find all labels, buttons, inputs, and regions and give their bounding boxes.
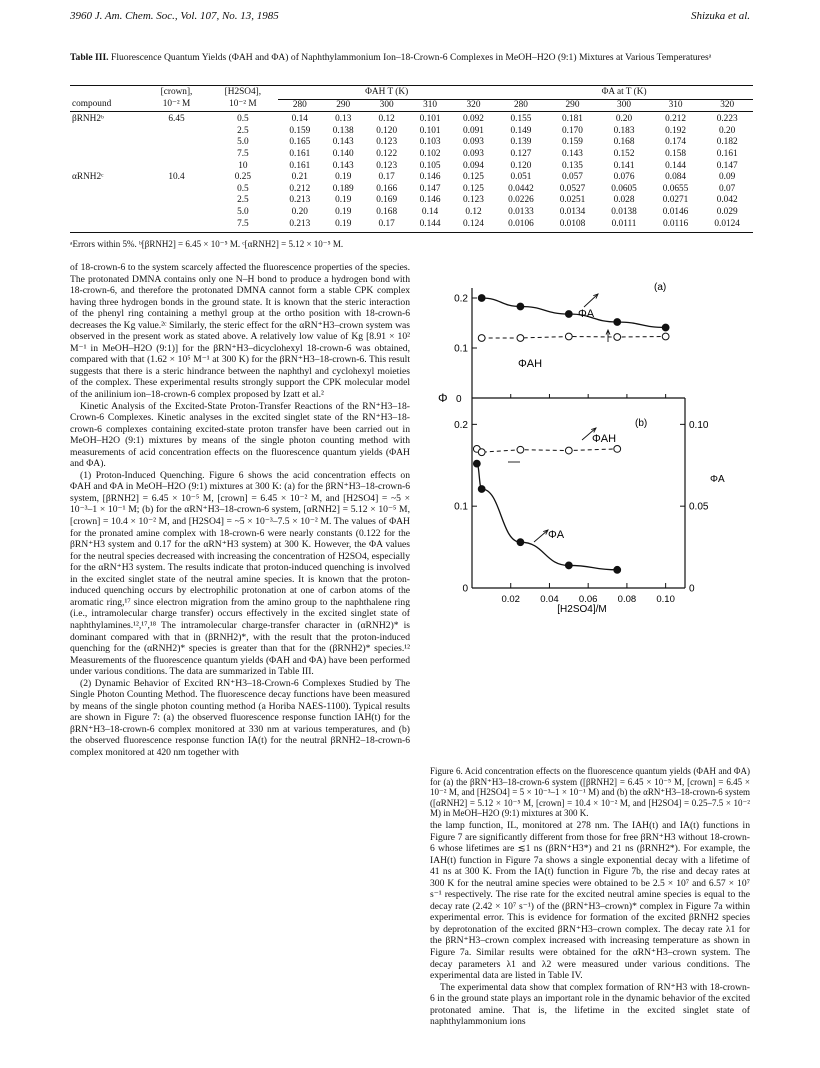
cell-crown (145, 184, 207, 196)
col-crown-b: 10⁻² M (145, 99, 207, 112)
cell-phiA: 0.0138 (611, 206, 637, 217)
cell-phiAH: 0.168 (376, 206, 398, 217)
col-temp: 280 (495, 99, 547, 112)
cell-phiAH: 0.161 (289, 160, 311, 171)
cell-phiA: 0.20 (719, 125, 736, 136)
cell-crown (145, 207, 207, 219)
table-row (70, 207, 753, 219)
col-acid-a: [H2SO4], (224, 87, 262, 97)
y-tick-label: 0.1 (454, 343, 468, 355)
cell-phiA: 0.0124 (701, 219, 753, 233)
cell-phiAH: 0.14 (291, 114, 308, 125)
series-line-phiA-a (482, 298, 666, 328)
cell-phiAH: 0.122 (376, 148, 398, 159)
table-row (70, 126, 753, 138)
col-group-phiA: ΦA at T (K) (495, 86, 753, 99)
cell-phiAH: 0.212 (289, 183, 311, 194)
col-group-phiAH: ΦAH T (K) (278, 86, 495, 99)
paragraph: the lamp function, IL, monitored at 278 nm. The IAH(t) and IA(t) functions in Figure 7 are significantly different from those for free βRN⁺H3 without 18-crown-6 whose lifetimes are ≲1 ns (βRN⁺H3*) and 21 ns (βRNH2*). For example, the IAH(t) function in Figure 7a shows a single exponential decay with a lifetime of 41 ns at 300 K. From the IA(t) function in Figure 7b, the rise and decay rates at 300 K for the neutral amine species were obtained to be 2.5 × 10⁷ and 6.57 × 10⁷ s⁻¹ respectively. The rise rate for the excited neutral amine species is equal to the decay rate (2.42 × 10⁷ s⁻¹) of the (βRN⁺H3–crown)* complex in Figure 7a within experimental error. This is evidence for formation of the excited βRNH2 species by deprotonation of the excited βRN⁺H3–crown complex. The decay rate λ1 for the βRN⁺H3–crown complex increased with increasing temperature as shown in Figure 7a. Similar results were obtained for the αRN⁺H3–crown system. The decay parameters λ1 and λ2 were measured under various conditions. The experimental data are listed in Table IV. (430, 820, 750, 982)
cell-compound (70, 207, 145, 219)
cell-phiA: 0.139 (510, 137, 532, 148)
cell-phiAH: 0.143 (332, 137, 354, 148)
paragraph-kinetic-analysis: Kinetic Analysis of the Excited-State Proton-Transfer Reactions of the RN⁺H3–18-Crown-6 Complexes. Kinetic analyses in the excited singlet state of the RN⁺H3–18-crown-6 complexes containing excited-state proton transfer have been carried out in MeOH–H2O (9:1) mixtures by means of the single photon counting method with measurements of acid concentration effects on the fluorescence quantum yields (ΦAH and ΦA). (70, 400, 410, 470)
cell-phiAH: 0.21 (291, 172, 308, 183)
cell-phiA: 0.07 (719, 183, 736, 194)
panel-a-label: (a) (654, 282, 667, 293)
series-label-phiA-b: ΦA (548, 529, 565, 541)
cell-phiA: 0.181 (562, 114, 583, 125)
cell-phiAH: 0.102 (419, 148, 441, 159)
data-point (517, 539, 524, 546)
cell-phiA: 0.0226 (508, 195, 534, 206)
tick-layer (454, 294, 709, 606)
col-compound: compound (70, 99, 145, 112)
data-point (614, 319, 621, 326)
cell-phiAH: 0.092 (463, 114, 484, 125)
cell-phiAH: 0.159 (289, 125, 311, 136)
right-text-column (430, 820, 750, 1028)
phi-axis-label: Φ (438, 391, 448, 405)
cell-phiAH: 0.125 (463, 183, 484, 194)
cell-phiAH: 0.189 (332, 183, 354, 194)
cell-phiAH: 0.105 (419, 160, 441, 171)
data-point (662, 333, 669, 340)
x-tick-label: 0.08 (617, 594, 637, 605)
series-line-phiAH-a (482, 337, 666, 339)
cell-phiA: 0.141 (613, 160, 635, 171)
cell-phiAH: 0.165 (289, 137, 311, 148)
cell-phiAH: 0.123 (463, 195, 484, 206)
cell-phiA: 0.0271 (662, 195, 689, 206)
y2-tick-label: 0 (689, 583, 695, 595)
data-point (517, 446, 524, 453)
series-line-phiAH-b (477, 449, 617, 452)
cell-phiA: 0.144 (665, 160, 687, 171)
pointer-arrow (584, 294, 598, 307)
cell-phiAH: 0.101 (419, 114, 441, 125)
cell-phiA: 0.051 (510, 172, 532, 183)
table-header-row-2 (70, 99, 753, 112)
panel-b-label: (b) (635, 418, 648, 429)
data-point (565, 562, 572, 569)
quantum-yield-table (70, 86, 753, 233)
left-text-column (70, 262, 410, 759)
cell-phiAH: 0.101 (419, 125, 441, 136)
cell-compound: βRNH2ᵇ (72, 114, 104, 125)
paragraph: of 18-crown-6 to the system scarcely affected the fluorescence properties of the species. The protonated DMNA contains only one N–H bond to produce a hydrogen bond with 18-crown-6, and therefore the protonated DMNA cannot form a stable CPK complex having three hydrogen bonds in the ground state. It is known that the steric interaction of the phenyl ring containing a methyl group at the ortho position with 18-crown-6 decreases the Kg value.²ᶜ Similarly, the steric effect for the αRN⁺H3–crown system was observed in the present work as stated above. A relatively low value of Kg [8.91 × 10² M⁻¹ in MeOH–H2O (9:1)] for the βRN⁺H3–dicyclohexyl 18-crown-6 was obtained, compared with that (1.62 × 10⁵ M⁻¹ at 300 K) for the βRN⁺H3–18-crown-6. This result suggests that there is a steric hindrance between the naphthyl and cyclohexyl moieties of the complex. These experimental results strongly support the CPK molecular model of the anilinium ion–18-crown-6 complex proposed by Izatt et al.² (70, 262, 410, 401)
y-tick-label: 0.2 (454, 293, 468, 305)
cell-phiAH: 0.20 (291, 206, 308, 217)
cell-phiA: 0.0442 (508, 183, 534, 194)
col-temp: 320 (452, 99, 495, 112)
col-temp: 280 (278, 99, 321, 112)
figure-6-plot (432, 270, 750, 615)
cell-crown (145, 137, 207, 149)
table-row (70, 161, 753, 173)
cell-phiA: 0.0134 (559, 206, 586, 217)
col-acid-b: 10⁻² M (208, 99, 278, 112)
x-tick-label: 0.06 (578, 594, 598, 605)
cell-phiA: 0.155 (510, 114, 532, 125)
cell-phiA: 0.057 (562, 172, 583, 183)
y2-tick-label: 0.05 (689, 501, 709, 513)
author-running-head: Shizuka et al. (691, 10, 750, 22)
cell-compound (70, 126, 145, 138)
cell-phiA: 0.0108 (547, 219, 599, 233)
data-point (473, 460, 480, 467)
cell-compound (70, 195, 145, 207)
cell-phiAH: 0.144 (408, 219, 451, 233)
cell-phiA: 0.223 (716, 114, 738, 125)
data-point (478, 295, 485, 302)
cell-phiAH: 0.124 (452, 219, 495, 233)
data-point (565, 447, 572, 454)
col-temp: 290 (322, 99, 365, 112)
cell-phiA: 0.0655 (662, 183, 689, 194)
cell-acid: 0.5 (237, 114, 249, 125)
table-row (70, 172, 753, 184)
cell-phiAH: 0.19 (335, 172, 352, 183)
cell-phiA: 0.212 (665, 114, 687, 125)
cell-phiAH: 0.161 (289, 148, 311, 159)
data-point (565, 311, 572, 318)
data-point (517, 303, 524, 310)
cell-phiAH: 0.123 (376, 160, 398, 171)
cell-phiA: 0.0116 (650, 219, 702, 233)
cell-phiAH: 0.143 (332, 160, 354, 171)
right-axis-label: ΦA (710, 474, 725, 485)
data-point (517, 335, 524, 342)
cell-phiA: 0.09 (719, 172, 736, 183)
running-header (70, 10, 750, 28)
cell-phiAH: 0.094 (463, 160, 484, 171)
cell-compound: αRNH2ᶜ (72, 172, 104, 183)
cell-phiA: 0.182 (716, 137, 738, 148)
cell-phiA: 0.161 (716, 148, 738, 159)
cell-phiAH: 0.14 (421, 206, 439, 217)
cell-phiA: 0.147 (716, 160, 738, 171)
cell-phiA: 0.158 (665, 148, 687, 159)
y-tick-label: 0.2 (454, 419, 468, 431)
cell-crown (145, 219, 207, 233)
cell-phiA: 0.174 (665, 137, 687, 148)
cell-phiAH: 0.103 (419, 137, 441, 148)
col-temp: 320 (701, 99, 753, 112)
cell-phiAH: 0.140 (332, 148, 354, 159)
zero-tick-a: 0 (456, 394, 462, 405)
cell-phiAH: 0.19 (335, 206, 352, 217)
data-point (478, 449, 485, 456)
cell-phiA: 0.0251 (559, 195, 586, 206)
cell-phiAH: 0.166 (376, 183, 398, 194)
data-point (614, 446, 621, 453)
data-point (478, 486, 485, 493)
cell-phiA: 0.183 (613, 125, 635, 136)
figure-caption: Figure 6. Acid concentration effects on the fluorescence quantum yields (ΦAH and ΦA) for (a) the βRN⁺H3–18-crown-6 system ([βRNH2] = 6.45 × 10⁻⁵ M, [crown] = 6.45 × 10⁻² M, and [H2SO4] = 5 × 10⁻³–1 × 10⁻¹ M) and (b) the αRN⁺H3–18-crown-6 system ([αRNH2] = 5.12 × 10⁻⁵ M, [crown] = 10.4 × 10⁻² M, and [H2SO4] = 0.25–7.5 × 10⁻² M) in MeOH–H2O (9:1) mixtures at 300 K. (430, 766, 750, 819)
col-temp: 310 (650, 99, 702, 112)
table-caption (70, 52, 750, 64)
cell-phiA: 0.20 (615, 114, 633, 125)
col-temp: 290 (547, 99, 599, 112)
cell-crown (145, 149, 207, 161)
cell-phiA: 0.170 (562, 125, 583, 136)
pointer-arrow (534, 530, 548, 542)
cell-phiA: 0.159 (562, 137, 583, 148)
cell-acid: 2.5 (237, 125, 249, 136)
x-tick-label: 0.10 (656, 594, 675, 605)
cell-phiAH: 0.12 (465, 206, 482, 217)
table-caption-label: Table III. (70, 52, 109, 63)
cell-acid: 7.5 (237, 148, 249, 159)
cell-phiA: 0.084 (665, 172, 687, 183)
paragraph: The experimental data show that complex formation of RN⁺H3 with 18-crown-6 in the ground state plays an important role in the dynamic behavior of the excited protonated amine. That is, the lifetime in the excited singlet state of naphthylammonium ions (430, 981, 750, 1028)
cell-phiA: 0.149 (510, 125, 532, 136)
cell-phiA: 0.120 (510, 160, 532, 171)
cell-crown: 10.4 (168, 172, 185, 183)
cell-phiA: 0.076 (613, 172, 635, 183)
cell-phiAH: 0.17 (378, 172, 395, 183)
cell-compound (70, 161, 145, 173)
cell-phiAH: 0.123 (376, 137, 398, 148)
data-point (662, 324, 669, 331)
cell-phiA: 0.0146 (662, 206, 689, 217)
x-tick-label: 0.04 (540, 594, 559, 605)
table-row (70, 195, 753, 207)
cell-acid: 10 (238, 160, 248, 171)
cell-compound (70, 184, 145, 196)
cell-phiAH: 0.147 (419, 183, 441, 194)
cell-phiA: 0.029 (716, 206, 738, 217)
cell-phiA: 0.0106 (495, 219, 547, 233)
paragraph-dynamic-behavior: (2) Dynamic Behavior of Excited RN⁺H3–18-Crown-6 Complexes Studied by The Single Photon Counting Method. The fluorescence decay functions have been measured by means of the single photon counting method (a Horiba NAES-1100). Typical results are shown in Figure 7: (a) the observed fluorescence response function IAH(t) for the βRN⁺H3–18-crown-6 complex monitored at 330 nm at various temperatures, and (b) the observed fluorescence response function IA(t) for the neutral βRNH2–18-crown-6 complex monitored at 420 nm together with (70, 677, 410, 758)
cell-phiAH: 0.093 (463, 137, 484, 148)
cell-phiAH: 0.13 (335, 114, 352, 125)
cell-acid: 0.25 (234, 172, 252, 183)
cell-phiA: 0.0527 (559, 183, 586, 194)
cell-phiA: 0.135 (562, 160, 583, 171)
cell-crown (145, 195, 207, 207)
cell-compound (70, 149, 145, 161)
table-footnote: ᵃErrors within 5%. ᵇ[βRNH2] = 6.45 × 10⁻⁵ M. ᶜ[αRNH2] = 5.12 × 10⁻⁵ M. (70, 239, 344, 249)
annotation-layer (508, 294, 616, 542)
data-point (614, 334, 621, 341)
cell-phiAH: 0.12 (378, 114, 395, 125)
cell-phiA: 0.127 (510, 148, 532, 159)
cell-phiA: 0.0605 (611, 183, 637, 194)
y2-tick-label: 0.10 (689, 419, 709, 431)
cell-phiAH: 0.213 (289, 195, 311, 206)
cell-phiAH: 0.213 (278, 219, 321, 233)
data-point (614, 566, 621, 573)
paragraph-proton-quenching: (1) Proton-Induced Quenching. Figure 6 shows the acid concentration effects on ΦAH and ΦA in MeOH–H2O (9:1) mixtures at 300 K: (a) for the βRN⁺H3–18-crown-6 system, [βRNH2] = 6.45 × 10⁻⁵ M, [crown] = 6.45 × 10⁻² M, and [H2SO4] = ~5 × 10⁻³–1 × 10⁻¹ M; (b) for the αRN⁺H3–18-crown-6 system, [αRNH2] = 5.12 × 10⁻⁵ M, [crown] = 10.4 × 10⁻² M, and [H2SO4] = ~5 × 10⁻³–7.5 × 10⁻² M. The values of ΦAH for the pronated amine complex with 18-crown-6 were nearly constants (0.122 for the βRN⁺H3 system and 0.17 for the αRN⁺H3 system) at 300 K. However, the ΦA values for the neutral species decreased with increasing the concentration of H2SO4, especially for the αRN⁺H3 system. The results indicate that proton-induced quenching is involved in the excited singlet state of the neutral amine species. It is known that the proton-induced quenching occurs by electrophilic protonation at one of carbon atoms of the aromatic ring,¹⁷ since electron migration from the amino group to the naphthalene ring (i.e., intramolecular charge transfer) occurs effectively in the excited singlet state of naphthylamines.¹²,¹⁷,¹⁸ The intramolecular charge-transfer character in (αRNH2)* is dominant compared with that in (βRNH2)*, with the result that the proton-induced quenching for the (αRNH2)* species is greater than that for the (βRNH2)* species.¹² Measurements of the fluorescence quantum yields (ΦAH and ΦA) have been performed under various conditions. The data are summarized in Table III. (70, 469, 410, 678)
cell-acid: 7.5 (208, 219, 278, 233)
series-line-phiA-b (477, 464, 617, 570)
journal-citation: 3960 J. Am. Chem. Soc., Vol. 107, No. 13, 1985 (70, 10, 279, 22)
table-header-row-1 (70, 86, 753, 99)
col-temp: 300 (598, 99, 650, 112)
cell-acid: 5.0 (237, 137, 249, 148)
table-row (70, 112, 753, 126)
cell-acid: 2.5 (237, 195, 249, 206)
cell-crown: 6.45 (168, 114, 185, 125)
cell-phiAH: 0.120 (376, 125, 398, 136)
cell-phiA: 0.192 (665, 125, 687, 136)
cell-phiAH: 0.125 (463, 172, 484, 183)
cell-phiA: 0.168 (613, 137, 635, 148)
col-temp: 300 (365, 99, 408, 112)
cell-phiAH: 0.093 (463, 148, 484, 159)
col-temp: 310 (408, 99, 451, 112)
cell-phiAH: 0.17 (365, 219, 408, 233)
plot-frame (472, 288, 685, 588)
table-row (70, 149, 753, 161)
cell-phiAH: 0.19 (322, 219, 365, 233)
cell-crown (145, 126, 207, 138)
series-label-phiAH-a: ΦAH (518, 358, 543, 370)
data-point (478, 335, 485, 342)
cell-phiAH: 0.19 (335, 195, 352, 206)
cell-phiA: 0.042 (716, 195, 738, 206)
data-point (565, 333, 572, 340)
x-axis-label: [H2SO4]/M (557, 604, 607, 615)
cell-acid: 5.0 (237, 206, 249, 217)
table-row (70, 184, 753, 196)
cell-phiA: 0.0111 (598, 219, 650, 233)
cell-phiA: 0.152 (613, 148, 635, 159)
cell-phiAH: 0.138 (332, 125, 354, 136)
series-layer (473, 295, 669, 574)
cell-phiA: 0.0133 (508, 206, 534, 217)
cell-phiAH: 0.146 (419, 172, 441, 183)
table-caption-text: Fluorescence Quantum Yields (ΦAH and ΦA) of Naphthylammonium Ion–18-Crown-6 Complexes in MeOH–H2O (9:1) Mixtures at Various Temperaturesᵃ (110, 52, 712, 63)
y-tick-label: 0.1 (454, 501, 468, 513)
series-label-phiA-a: ΦA (578, 308, 595, 320)
x-tick-label: 0.02 (501, 594, 520, 605)
y-tick-label: 0 (462, 583, 468, 595)
col-crown-a: [crown], (160, 87, 193, 97)
cell-acid: 0.5 (237, 183, 249, 194)
cell-phiA: 0.028 (613, 195, 635, 206)
cell-compound (70, 137, 145, 149)
cell-phiAH: 0.169 (376, 195, 398, 206)
cell-phiAH: 0.146 (419, 195, 441, 206)
cell-compound (70, 219, 145, 233)
series-label-phiAH-b: ΦAH (592, 433, 617, 445)
cell-phiA: 0.143 (562, 148, 583, 159)
table-row (70, 137, 753, 149)
cell-phiAH: 0.091 (463, 125, 484, 136)
table-row (70, 219, 753, 233)
cell-crown (145, 161, 207, 173)
